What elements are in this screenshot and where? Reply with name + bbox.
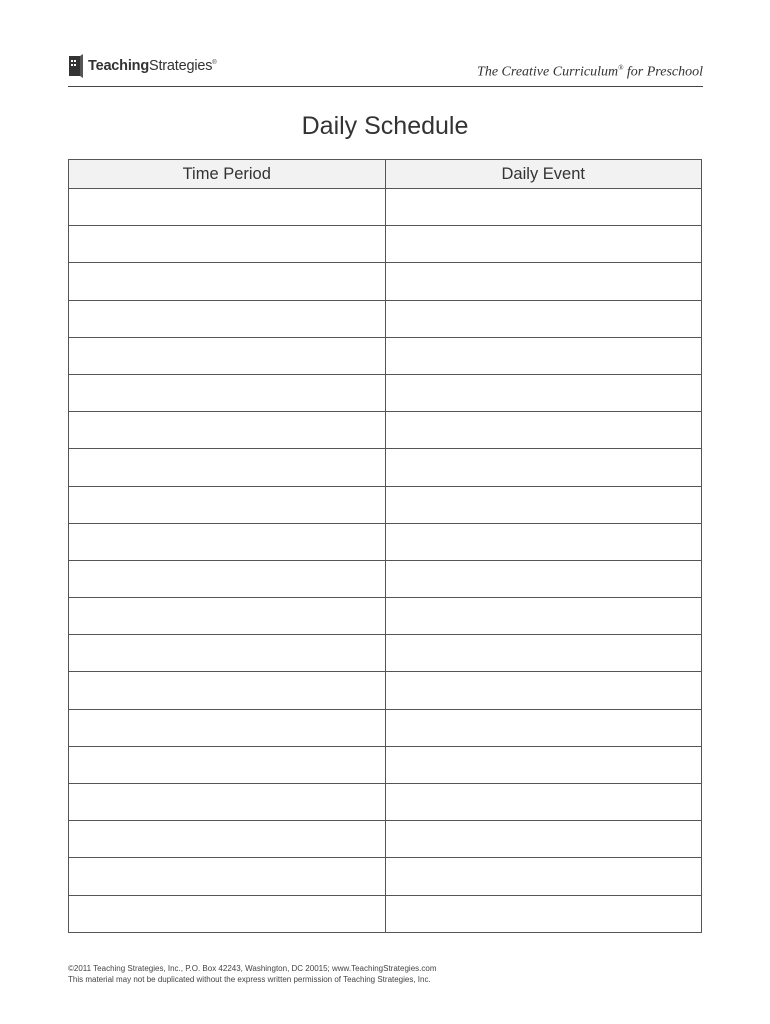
time-period-cell[interactable] xyxy=(69,821,386,858)
daily-event-cell[interactable] xyxy=(385,858,702,895)
daily-event-cell[interactable] xyxy=(385,895,702,932)
schedule-body xyxy=(69,189,702,933)
daily-event-cell[interactable] xyxy=(385,263,702,300)
table-row xyxy=(69,858,702,895)
time-period-cell[interactable] xyxy=(69,784,386,821)
table-row xyxy=(69,189,702,226)
curriculum-title-prefix: The Creative Curriculum xyxy=(477,64,619,80)
time-period-cell[interactable] xyxy=(69,709,386,746)
logo-registered-mark: ® xyxy=(212,60,217,67)
time-period-cell[interactable] xyxy=(69,337,386,374)
daily-event-cell[interactable] xyxy=(385,226,702,263)
daily-event-cell[interactable] xyxy=(385,189,702,226)
time-period-cell[interactable] xyxy=(69,672,386,709)
table-row xyxy=(69,449,702,486)
curriculum-title-suffix: for Preschool xyxy=(623,64,703,80)
table-row xyxy=(69,784,702,821)
daily-event-cell[interactable] xyxy=(385,784,702,821)
time-period-cell[interactable] xyxy=(69,412,386,449)
daily-event-cell[interactable] xyxy=(385,337,702,374)
daily-event-cell[interactable] xyxy=(385,821,702,858)
daily-event-cell[interactable] xyxy=(385,672,702,709)
table-row xyxy=(69,486,702,523)
table-row xyxy=(69,226,702,263)
daily-event-cell[interactable] xyxy=(385,709,702,746)
daily-event-cell[interactable] xyxy=(385,300,702,337)
time-period-cell[interactable] xyxy=(69,560,386,597)
daily-event-cell[interactable] xyxy=(385,523,702,560)
time-period-cell[interactable] xyxy=(69,486,386,523)
time-period-cell[interactable] xyxy=(69,374,386,411)
table-row xyxy=(69,598,702,635)
table-row xyxy=(69,746,702,783)
page-header xyxy=(68,50,703,87)
time-period-cell[interactable] xyxy=(69,449,386,486)
daily-event-cell[interactable] xyxy=(385,412,702,449)
table-row xyxy=(69,560,702,597)
time-period-cell[interactable] xyxy=(69,263,386,300)
time-period-cell[interactable] xyxy=(69,300,386,337)
logo-text xyxy=(88,58,217,74)
table-row xyxy=(69,337,702,374)
time-period-cell[interactable] xyxy=(69,523,386,560)
curriculum-registered-mark: ® xyxy=(618,64,624,72)
table-row xyxy=(69,523,702,560)
time-period-cell[interactable] xyxy=(69,226,386,263)
daily-event-cell[interactable] xyxy=(385,374,702,411)
table-row xyxy=(69,895,702,932)
time-period-cell[interactable] xyxy=(69,598,386,635)
schedule-table xyxy=(68,159,702,933)
table-row xyxy=(69,635,702,672)
daily-event-cell[interactable] xyxy=(385,746,702,783)
table-row xyxy=(69,263,702,300)
column-header-daily-event: Daily Event xyxy=(385,160,702,189)
book-door-icon xyxy=(68,53,84,79)
permission-line: This material may not be duplicated without the express written permission of Teaching Strategies, Inc. xyxy=(68,975,431,984)
time-period-cell[interactable] xyxy=(69,858,386,895)
logo-text-bold: Teaching xyxy=(88,58,149,74)
time-period-cell[interactable] xyxy=(69,635,386,672)
table-row xyxy=(69,821,702,858)
table-row xyxy=(69,300,702,337)
teaching-strategies-logo xyxy=(68,52,217,80)
daily-event-cell[interactable] xyxy=(385,560,702,597)
table-row xyxy=(69,672,702,709)
curriculum-title xyxy=(477,64,703,81)
daily-event-cell[interactable] xyxy=(385,486,702,523)
copyright-footer xyxy=(68,963,436,985)
table-row xyxy=(69,412,702,449)
daily-event-cell[interactable] xyxy=(385,598,702,635)
time-period-cell[interactable] xyxy=(69,895,386,932)
column-header-time-period: Time Period xyxy=(69,160,386,189)
table-row xyxy=(69,709,702,746)
page-title: Daily Schedule xyxy=(301,112,469,140)
daily-event-cell[interactable] xyxy=(385,635,702,672)
logo-text-light: Strategies xyxy=(148,58,213,74)
time-period-cell[interactable] xyxy=(69,746,386,783)
time-period-cell[interactable] xyxy=(69,189,386,226)
daily-event-cell[interactable] xyxy=(385,449,702,486)
copyright-line: ©2011 Teaching Strategies, Inc., P.O. Box 42243, Washington, DC 20015; www.TeachingStrategies.com xyxy=(68,964,437,973)
table-row xyxy=(69,374,702,411)
table-header-row xyxy=(69,160,702,189)
